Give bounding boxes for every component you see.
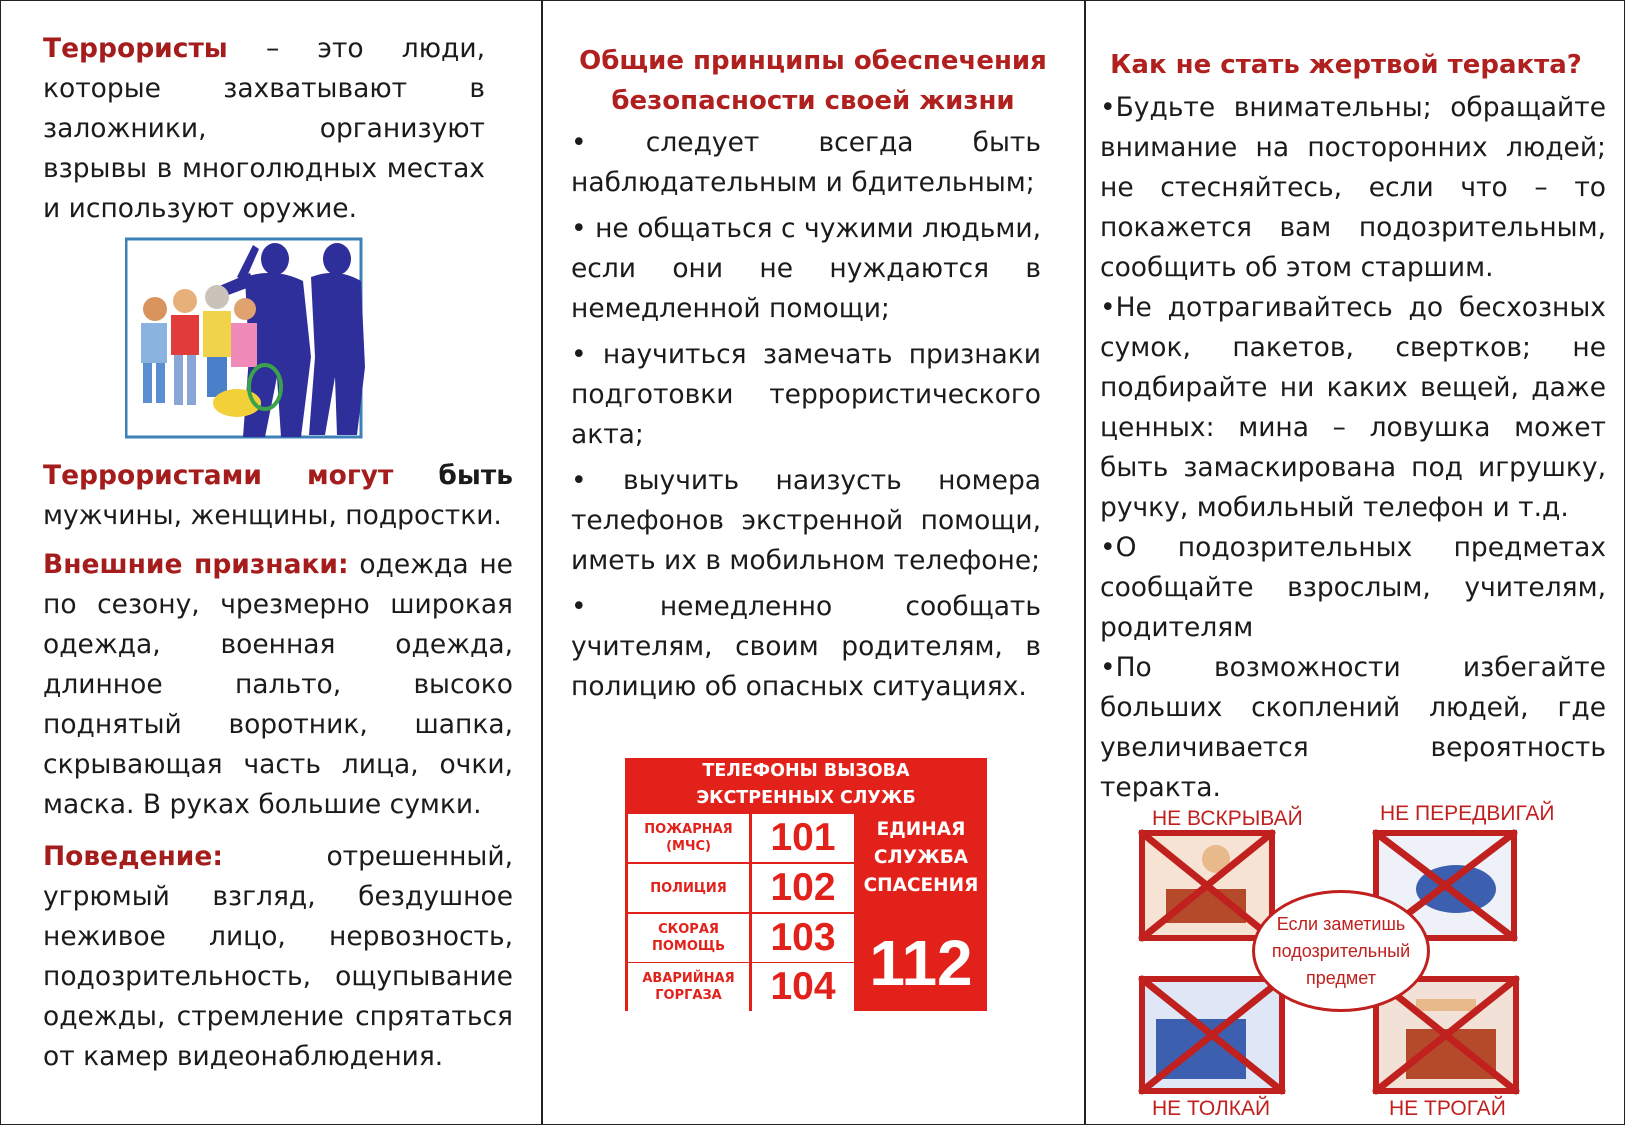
service-number: 101 — [770, 816, 836, 859]
service-number: 103 — [770, 916, 836, 959]
column-1 — [1, 1, 543, 1124]
principles-list — [571, 123, 1041, 713]
service-number: 104 — [770, 965, 836, 1008]
term-terrorists: Террористы — [43, 33, 228, 64]
principle-item: • выучить наизусть номера телефонов экстренной помощи, иметь их в мобильном телефоне; — [571, 465, 1041, 576]
phone-row — [628, 963, 854, 1011]
advice-item: •Не дотрагивайтесь до бесхозных сумок, пакетов, свертков; не подбирайте ни каких вещей, даже ценных: мина – ловушка может быть замаскирована под игрушку, ручку, мобильный телефон и т.д. — [1100, 292, 1606, 523]
term-verb: быть — [393, 460, 514, 491]
who-text: мужчины, женщины, подростки. — [43, 500, 502, 531]
warning-do-not-open: НЕ ВСКРЫВАЙ — [1152, 807, 1303, 830]
service-name: ПОЖАРНАЯ (МЧС) — [628, 814, 752, 862]
definition-text: – это люди, которые захватывают в заложники, организуют взрывы в многолюдных местах и используют оружие. — [43, 33, 485, 224]
advice-item: •О подозрительных предметах сообщайте взрослым, учителям, родителям — [1100, 532, 1606, 643]
advice-item: •По возможности избегайте больших скоплений людей, где увеличивается вероятность теракта. — [1100, 652, 1606, 803]
phones-header-2: ЭКСТРЕННЫХ СЛУЖБ — [696, 788, 916, 808]
service-name: АВАРИЙНАЯ ГОРГАЗА — [628, 963, 752, 1011]
service-name: ПОЛИЦИЯ — [628, 864, 752, 912]
term-can-be: Террористами могут — [43, 460, 394, 491]
unified-service-label: ЕДИНАЯ СЛУЖБА СПАСЕНИЯ — [863, 819, 979, 896]
behavior-text: отрешенный, угрюмый взгляд, бездушное неживое лицо, нервозность, подозрительность, ощупывание одежды, стремление спрятаться от камер видеонаблюдения. — [43, 841, 513, 1072]
how-not-victim-title: Как не стать жертвой теракта? — [1110, 50, 1582, 80]
behavior — [43, 837, 513, 1077]
principle-item: • не общаться с чужими людьми, если они не нуждаются в немедленной помощи; — [571, 213, 1041, 324]
unified-service-number: 112 — [869, 927, 973, 999]
term-signs: Внешние признаки: — [43, 549, 349, 580]
advice-list — [1100, 88, 1606, 808]
principle-item: • следует всегда быть наблюдательным и бдительным; — [571, 127, 1041, 198]
warning-do-not-touch: НЕ ТРОГАЙ — [1389, 1097, 1506, 1120]
term-behavior: Поведение: — [43, 841, 223, 872]
terrorists-hostages-illustration — [125, 237, 375, 441]
terrorist-definition — [43, 29, 485, 229]
advice-item: •Будьте внимательны; обращайте внимание на посторонних людей; не стесняйтесь, если что – то покажется вам подозрительным, сообщить об этом старшим. — [1100, 92, 1606, 283]
column-2 — [543, 1, 1086, 1124]
phone-row — [628, 864, 854, 912]
external-signs — [43, 545, 513, 825]
phone-row — [628, 914, 854, 962]
service-number: 102 — [770, 866, 836, 909]
signs-text: одежда не по сезону, чрезмерно широкая одежда, военная одежда, длинное пальто, высоко поднятый воротник, шапка, скрывающая часть лица, очки, маска. В руках большие сумки. — [43, 549, 513, 820]
column-3 — [1086, 1, 1624, 1124]
warning-do-not-move: НЕ ПЕРЕДВИГАЙ — [1380, 802, 1555, 825]
phone-row — [628, 814, 854, 862]
who-can-be — [43, 456, 513, 536]
principle-item: • немедленно сообщать учителям, своим родителям, в полицию об опасных ситуациях. — [571, 591, 1041, 702]
principle-item: • научиться замечать признаки подготовки террористического акта; — [571, 339, 1041, 450]
center-note-text: Если заметишь подозрительный предмет — [1271, 913, 1411, 988]
principles-title: Общие принципы обеспечения безопасности своей жизни — [579, 46, 1047, 116]
emergency-phones-table — [625, 758, 987, 1011]
center-note — [1252, 890, 1430, 1012]
phones-header-1: ТЕЛЕФОНЫ ВЫЗОВА — [702, 761, 910, 781]
service-name: СКОРАЯ ПОМОЩЬ — [628, 914, 752, 962]
warning-do-not-push: НЕ ТОЛКАЙ — [1152, 1097, 1271, 1120]
